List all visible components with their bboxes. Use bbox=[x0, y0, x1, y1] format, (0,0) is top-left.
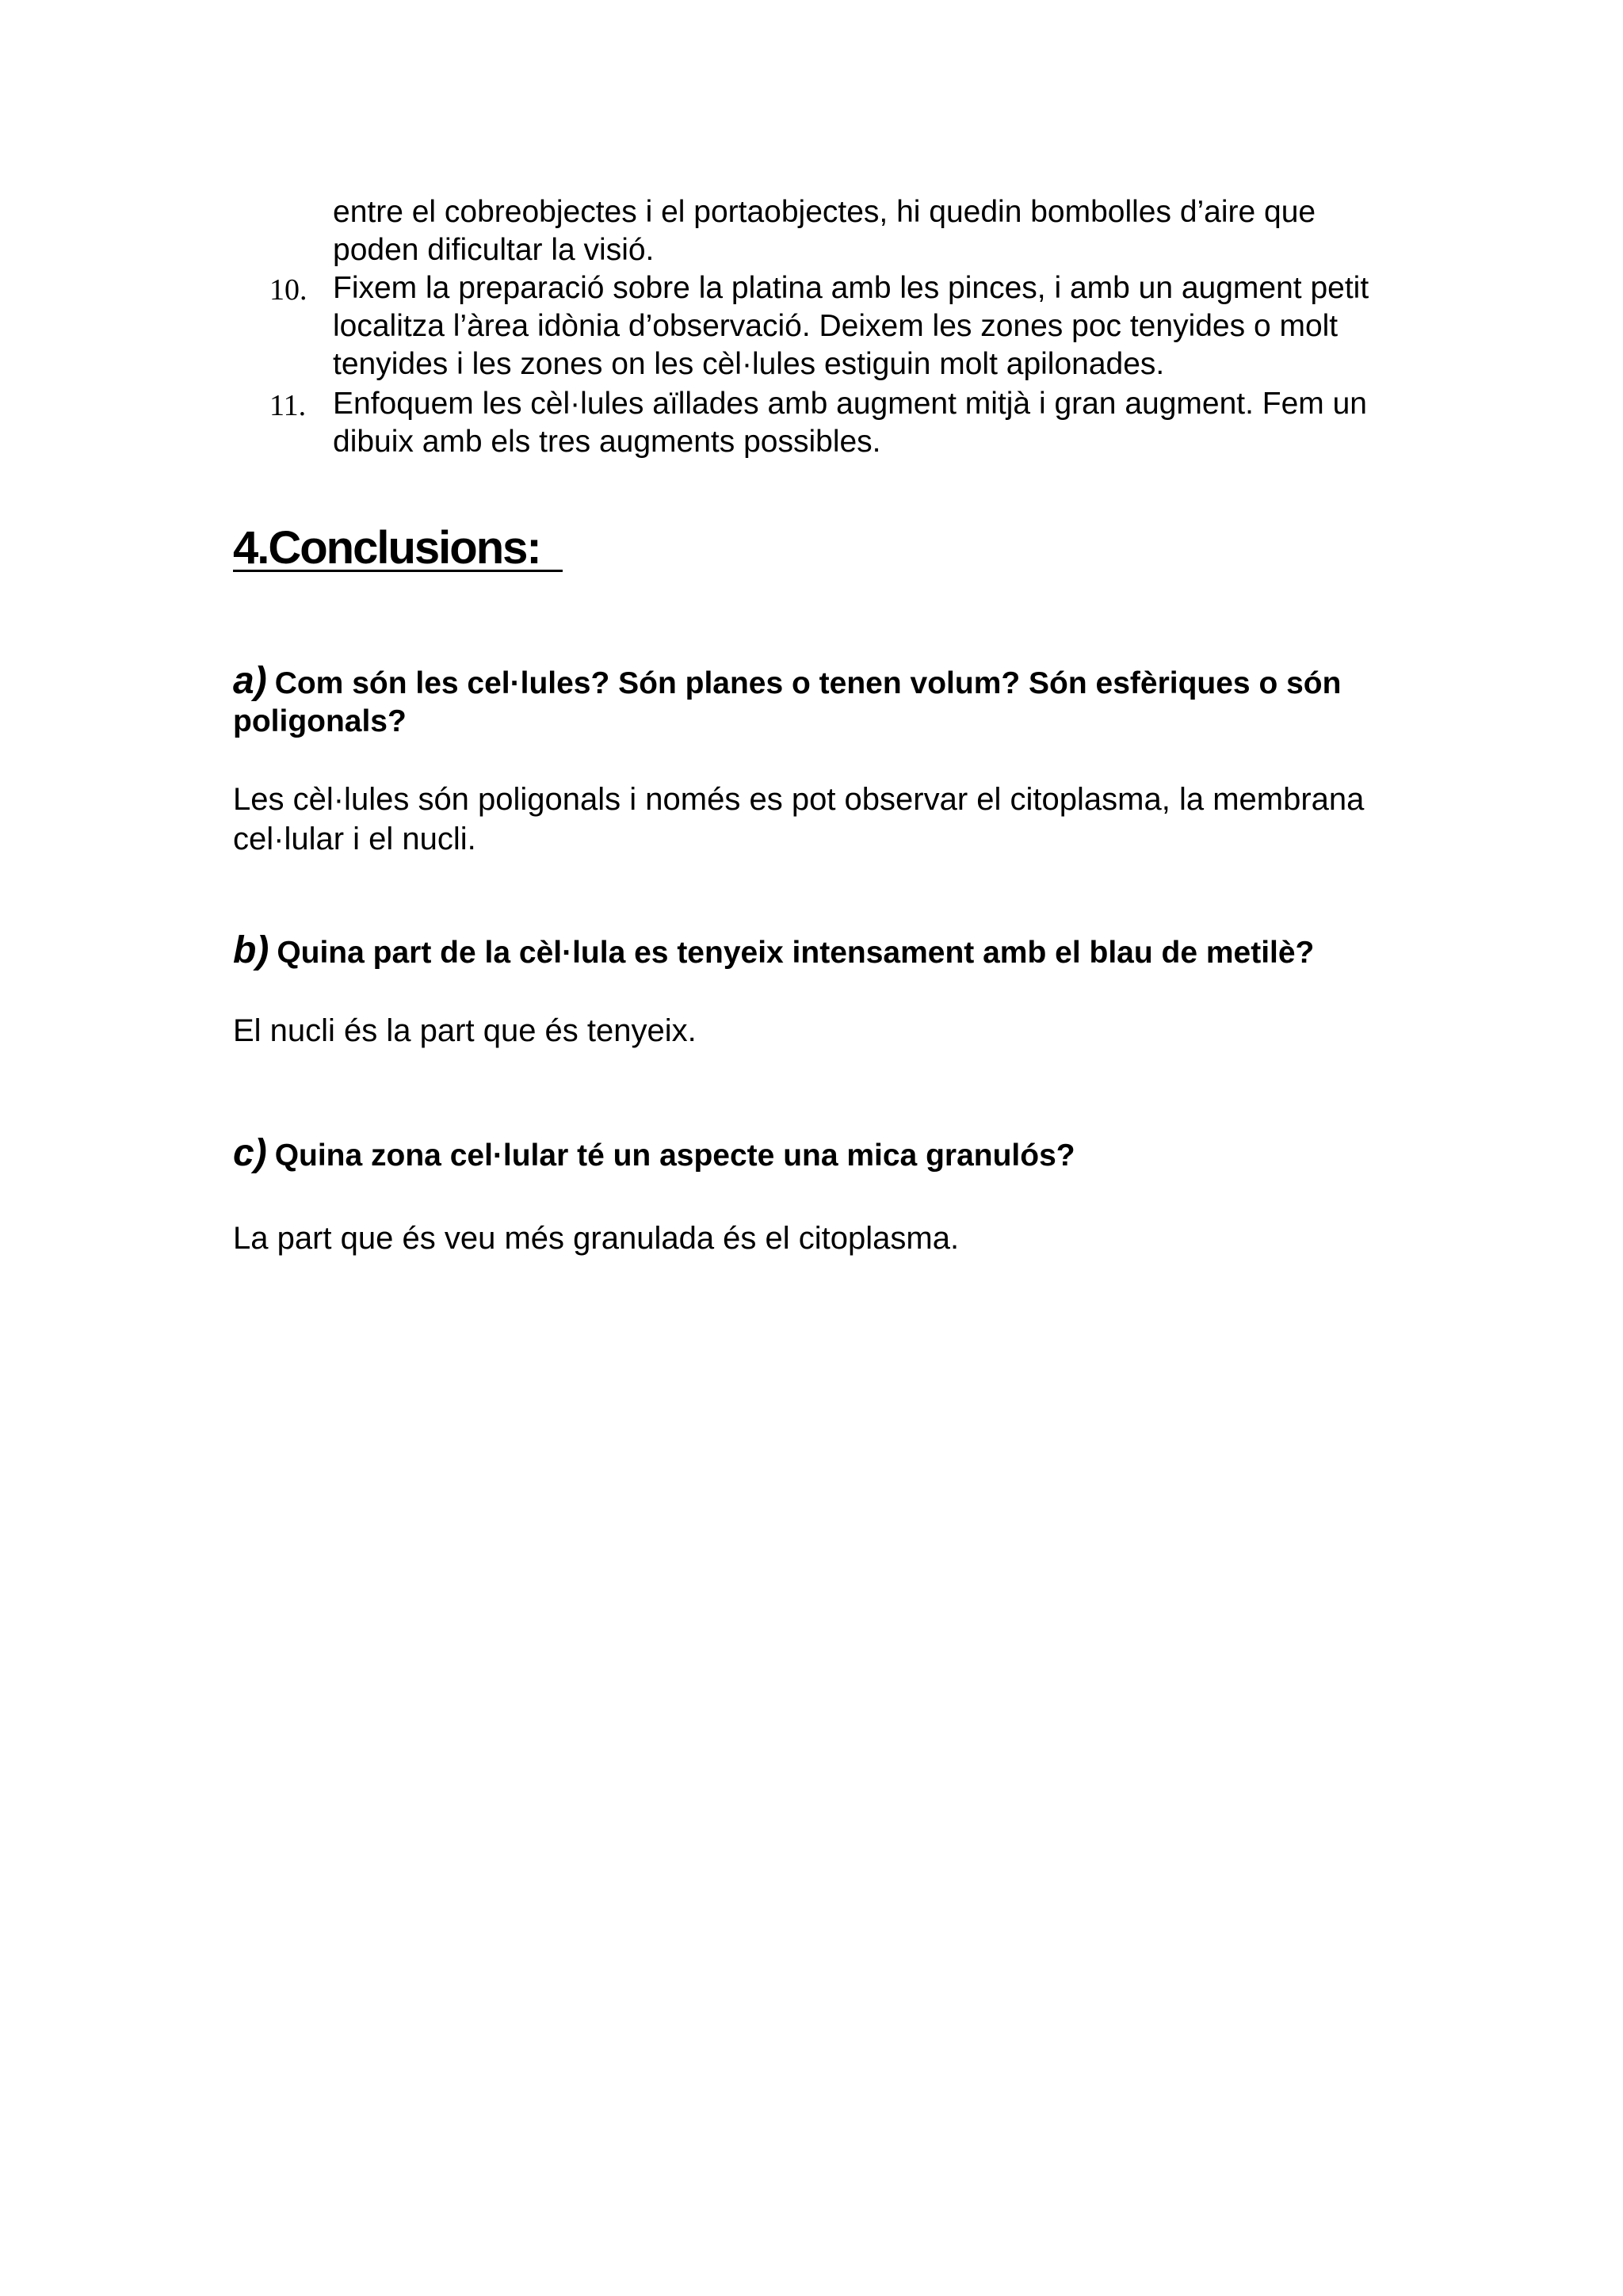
step-text: Fixem la preparació sobre la platina amb les pinces, i amb un augment petit localitza l’àrea idònia d’observació. Deixem les zones poc tenyides o molt tenyides i les zones on les cèl·lules estiguin molt apilonades. bbox=[333, 271, 1369, 381]
step-number: 11. bbox=[269, 389, 307, 422]
question-text: Quina part de la cèl·lula es tenyeix intensament amb el blau de metilè? bbox=[277, 936, 1315, 970]
procedure-step-10 bbox=[269, 269, 1395, 383]
answer-c: La part que és veu més granulada és el citoplasma. bbox=[233, 1221, 960, 1256]
question-text: Quina zona cel·lular té un aspecte una mica granulós? bbox=[274, 1138, 1075, 1173]
conclusions-heading: 4.Conclusions: bbox=[233, 522, 563, 574]
question-b bbox=[233, 929, 1406, 972]
question-letter: c) bbox=[233, 1132, 267, 1174]
question-letter: b) bbox=[233, 929, 269, 971]
answer-b: El nucli és la part que és tenyeix. bbox=[233, 1013, 697, 1048]
step-text: Enfoquem les cèl·lules aïllades amb augment mitjà i gran augment. Fem un dibuix amb els tres augments possibles. bbox=[333, 387, 1367, 459]
answer-a: Les cèl·lules són poligonals i només es pot observar el citoplasma, la membrana cel·lular i el nucli. bbox=[233, 782, 1365, 856]
question-c bbox=[233, 1132, 1406, 1175]
question-a bbox=[233, 662, 1406, 741]
question-text: Com són les cel·lules? Són planes o tenen volum? Són esfèriques o són poligonals? bbox=[233, 666, 1342, 738]
procedure-steps-list bbox=[269, 269, 1395, 463]
question-letter: a) bbox=[233, 660, 267, 702]
procedure-step-9-continuation: entre el cobreobjectes i el portaobjectes, hi quedin bombolles d’aire que poden dificultar la visió. bbox=[333, 195, 1316, 267]
procedure-step-11 bbox=[269, 385, 1395, 461]
step-number: 10. bbox=[269, 273, 307, 307]
